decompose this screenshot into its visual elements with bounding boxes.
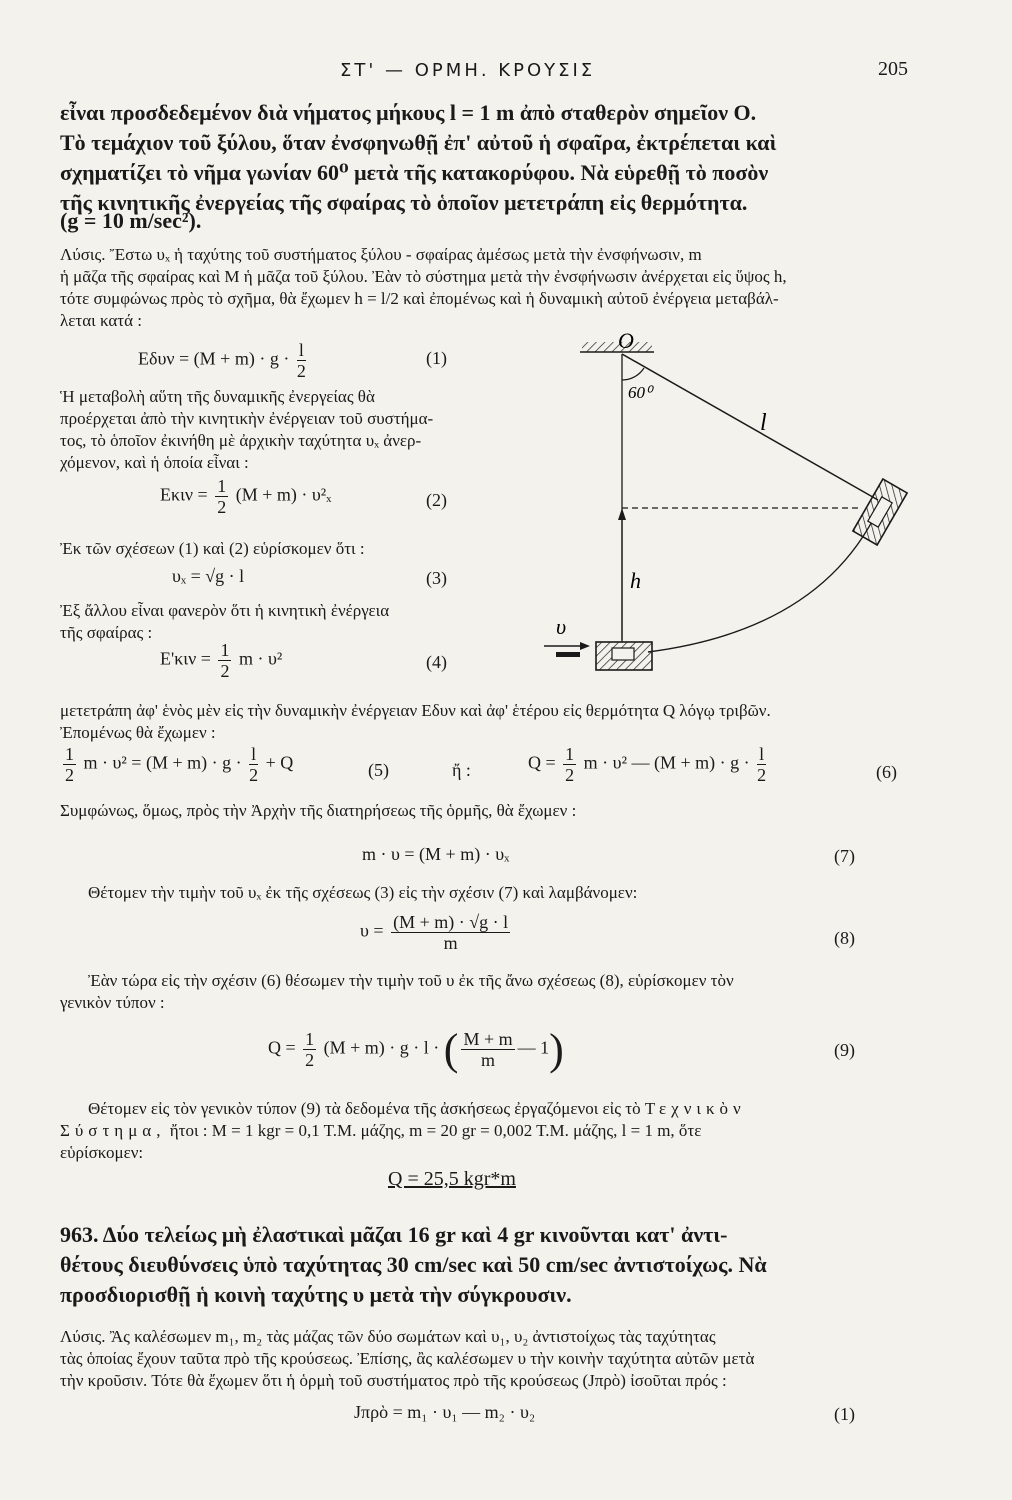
running-header: ΣΤ' — ΟΡΜΗ. ΚΡΟΥΣΙΣ (340, 60, 596, 81)
page-number: 205 (878, 58, 908, 80)
solution-para7: Θέτομεν τὴν τιμὴν τοῦ υₓ ἐκ τῆς σχέσεως (3) εἰς τὴν σχέσιν (7) καὶ λαμβάνομεν: (88, 883, 638, 902)
eq1-fraction: $\frac{l}{2}$ (296, 340, 306, 381)
solution-para9-line2: Σύστημα, ἤτοι : M = 1 kgr = 0,1 T.M. μάζης, m = 20 gr = 0,002 T.M. μάζης, l = 1 m, ὅτε (60, 1121, 702, 1140)
solution2-eq1-tag: (1) (834, 1404, 855, 1424)
eq2-tag: (2) (426, 490, 447, 510)
problem-line-5: (g = 10 m/sec²). (60, 208, 202, 233)
ceiling-hatch (582, 342, 652, 352)
inclined-string (622, 354, 878, 500)
eq5-or: ἤ : (452, 760, 471, 780)
eq7-tag: (7) (834, 846, 855, 866)
angle-arc (622, 368, 644, 380)
solution2-line2: τὰς ὁποίας ἔχουν ταῦτα πρὸ τῆς κρούσεως. Ἐπίσης, ἂς καλέσωμεν υ τὴν κοινὴν ταχύτητα αὐτῶν μετὰ (60, 1349, 755, 1368)
length-label: l (760, 410, 767, 436)
equation-3: υₓ = √g · l (172, 566, 245, 586)
solution-para2-line3: τος, τὸ ὁποῖον ἐκινήθη μὲ ἀρχικὴν ταχύτητα υₓ ἀνερ- (60, 431, 422, 450)
solution-para2-line2: προέρχεται ἀπὸ τὴν κινητικὴν ἐνέργειαν τοῦ συστήμα- (60, 409, 434, 428)
eq5-tag: (5) (368, 760, 389, 780)
swing-arc (648, 510, 878, 652)
solution2-equation-1: Jπρὸ = m₁ · υ₁ — m₂ · υ₂ (354, 1402, 536, 1422)
solution-para8-line1: Ἐὰν τώρα εἰς τὴν σχέσιν (6) θέσωμεν τὴν τιμὴν τοῦ υ ἐκ τῆς ἄνω σχέσεως (8), εὑρίσκομεν τὸν (88, 971, 734, 990)
problem-line-4: τῆς κινητικῆς ἐνεργείας τῆς σφαίρας τὸ ὁποῖον μετετράπη εἰς θερμότητα. (60, 190, 748, 215)
equation-8: υ = $\frac{(M + m) \cdot √g \cdot l}{m}$ (360, 912, 509, 953)
equation-9: Q = $\frac{1}{2}$ (M + m) · g · l · ( $\frac{M + m}{m}$ — 1) (268, 1025, 564, 1074)
equation-6: Q = $\frac{1}{2}$ m · υ² — (M + m) · g · $\frac{l}{2}$ (528, 744, 767, 785)
final-result: Q = 25,5 kgr*m (388, 1168, 516, 1190)
solution-para2-line4: χόμενον, καὶ ἡ ὁποία εἶναι : (60, 453, 249, 472)
problem963-line-3: προσδιορισθῇ ἡ κοινὴ ταχύτης υ μετὰ τὴν σύγκρουσιν. (60, 1282, 572, 1307)
solution-para1-line4: λεται κατά : (60, 311, 142, 330)
pivot-label: O (618, 330, 634, 353)
height-arrow-head (618, 508, 626, 520)
equation-1 (138, 340, 309, 381)
velocity-arrow-head (580, 642, 590, 650)
height-label: h (630, 568, 641, 593)
block-slot (612, 648, 634, 660)
problem963-line-2: θέτους διευθύνσεις ὑπὸ ταχύτητας 30 cm/sec καὶ 50 cm/sec ἀντιστοίχως. Νὰ (60, 1252, 767, 1277)
solution-para9-line1: Θέτομεν εἰς τὸν γενικὸν τύπον (9) τὰ δεδομένα τῆς ἀσκήσεως ἐργαζόμενοι εἰς τὸ Τεχνικὸν (88, 1099, 746, 1118)
solution-para9-line3: εὑρίσκομεν: (60, 1143, 144, 1162)
eq1-lhs: Eδυν = (M + m) · g · (138, 348, 290, 369)
solution-para6: Συμφώνως, ὅμως, πρὸς τὴν Ἀρχὴν τῆς διατηρήσεως τῆς ὁρμῆς, θὰ ἔχωμεν : (60, 801, 577, 820)
equation-4: E'κιν = $\frac{1}{2}$ m · υ² (160, 640, 283, 681)
eq6-tag: (6) (876, 762, 897, 782)
eq3-tag: (3) (426, 568, 447, 588)
eq8-tag: (8) (834, 928, 855, 948)
angle-label: 60⁰ (628, 383, 652, 402)
solution-para2-line1: Ἡ μεταβολὴ αὕτη τῆς δυναμικῆς ἐνεργείας θὰ (60, 387, 375, 406)
eq4-tag: (4) (426, 652, 447, 672)
problem-line-3: σχηματίζει τὸ νῆμα γωνίαν 60⁰ μετὰ τῆς κατακορύφου. Νὰ εὑρεθῇ τὸ ποσὸν (60, 160, 769, 185)
solution-para5-line1: μετετράπη ἀφ' ἑνὸς μὲν εἰς τὴν δυναμικὴν ἐνέργειαν Eδυν καὶ ἀφ' ἑτέρου εἰς θερμότητα Q λόγῳ τριβῶν. (60, 701, 771, 720)
pendulum-figure (540, 330, 930, 690)
solution-para1-line2: ἡ μᾶζα τῆς σφαίρας καὶ M ἡ μᾶζα τοῦ ξύλου. Ἐὰν τὸ σύστημα μετὰ τὴν ἐνσφήνωσιν ἀνέρχεται εἰς ὕψος h, (60, 267, 787, 286)
problem-line-2: Τὸ τεμάχιον τοῦ ξύλου, ὅταν ἐνσφηνωθῇ ἐπ' αὐτοῦ ἡ σφαῖρα, ἐκτρέπεται καὶ (60, 130, 777, 155)
eq1-tag: (1) (426, 348, 447, 368)
solution2-line3: τὴν κροῦσιν. Τότε θὰ ἔχωμεν ὅτι ἡ ὁρμὴ τοῦ συστήματος πρὸ τῆς κρούσεως (Jπρὸ) ἰσοῦται πρός : (60, 1371, 727, 1390)
block-displaced (853, 479, 907, 545)
problem-line-1: εἶναι προσδεδεμένον διὰ νήματος μήκους l = 1 m ἀπὸ σταθερὸν σημεῖον O. (60, 100, 757, 125)
equation-5: $\frac{1}{2}$ m · υ² = (M + m) · g · $\frac{l}{2}$ + Q (65, 744, 294, 785)
equation-7: m · υ = (M + m) · υₓ (362, 844, 510, 864)
eq9-tag: (9) (834, 1040, 855, 1060)
solution-para1-line1: Λύσις. Ἔστω υₓ ἡ ταχύτης τοῦ συστήματος ξύλου - σφαίρας ἀμέσως μετὰ τὴν ἐνσφήνωσιν, m (60, 245, 702, 264)
velocity-label: υ (556, 614, 567, 639)
solution-para5-line2: Ἐπομένως θὰ ἔχωμεν : (60, 723, 216, 742)
equation-2: Eκιν = $\frac{1}{2}$ (M + m) · υ²ₓ (160, 476, 332, 517)
solution-para3: Ἐκ τῶν σχέσεων (1) καὶ (2) εὑρίσκομεν ὅτι : (60, 539, 365, 558)
bullet (556, 652, 580, 657)
solution-para4-line2: τῆς σφαίρας : (60, 623, 153, 642)
solution2-line1: Λύσις. Ἂς καλέσωμεν m₁, m₂ τὰς μάζας τῶν δύο σωμάτων καὶ υ₁, υ₂ ἀντιστοίχως τὰς ταχύτητας (60, 1327, 716, 1346)
solution-para8-line2: γενικὸν τύπον : (60, 993, 165, 1012)
solution-para4-line1: Ἐξ ἄλλου εἶναι φανερὸν ὅτι ἡ κινητικὴ ἐνέργεια (60, 601, 390, 620)
solution-para1-line3: τότε συμφώνως πρὸς τὸ σχῆμα, θὰ ἔχωμεν h = l/2 καὶ ἐπομένως καὶ ἡ δυναμικὴ αὐτοῦ ἐνέργεια μεταβάλ- (60, 289, 779, 308)
problem963-line-1: 963. Δύο τελείως μὴ ἐλαστικαὶ μᾶζαι 16 gr καὶ 4 gr κινοῦνται κατ' ἀντι- (60, 1222, 728, 1247)
